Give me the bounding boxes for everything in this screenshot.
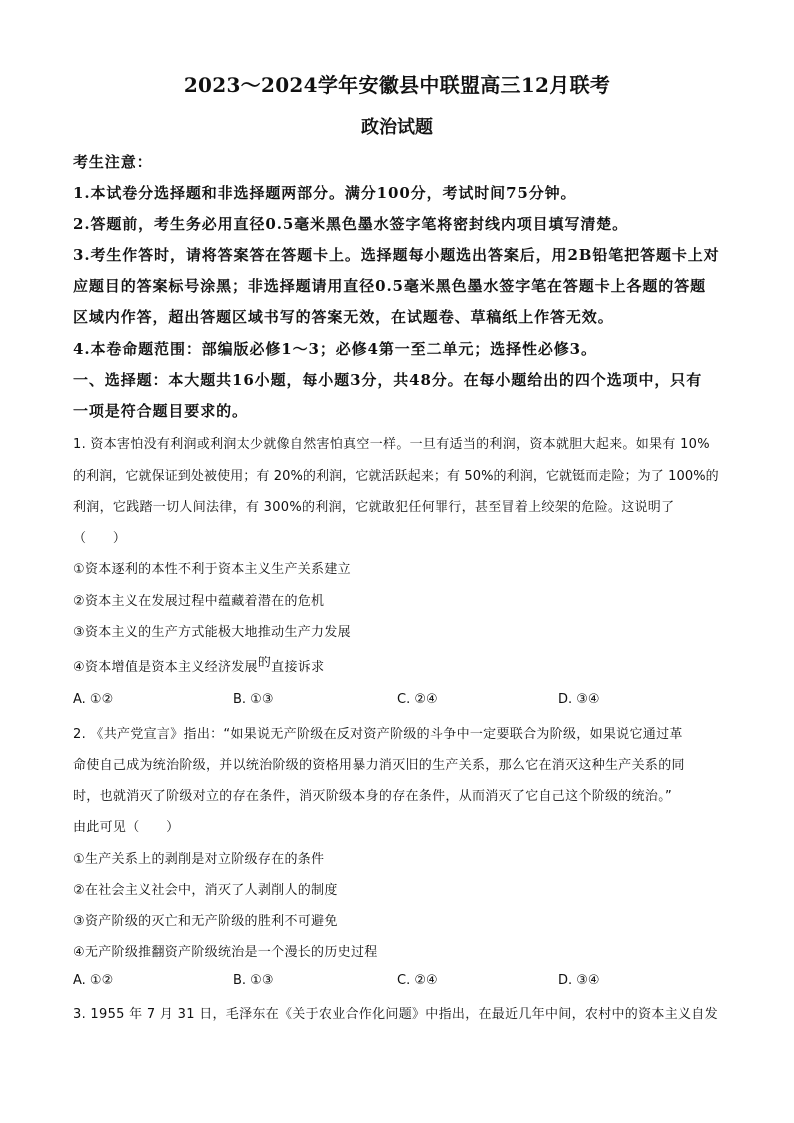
q1-option-d[interactable]: D. ③④: [558, 692, 600, 707]
notice-item-3-line-3: 区域内作答，超出答题区域书写的答案无效，在试题卷、草稿纸上作答无效。: [73, 308, 614, 326]
q1-option-a[interactable]: A. ①②: [73, 692, 114, 707]
q1-option-c[interactable]: C. ②④: [397, 692, 438, 707]
q3-stem-line-1: 3. 1955 年 7 月 31 日，毛泽东在《关于农业合作化问题》中指出，在最近几年中间，农村中的资本主义自发: [73, 1007, 718, 1022]
q1-stem-line-4: （ ）: [73, 531, 127, 546]
notice-item-3-line-2: 应题目的答案标号涂黑；非选择题请用直径0.5毫米黑色墨水签字笔在答题卡上各题的答题: [73, 277, 706, 295]
notice-item-2: 2.答题前，考生务必用直径0.5毫米黑色墨水签字笔将密封线内项目填写清楚。: [73, 215, 629, 233]
q1-statement-4-part-c: 直接诉求: [271, 660, 325, 675]
exam-subject: 政治试题: [361, 117, 433, 138]
q1-statement-3: ③资本主义的生产方式能极大地推动生产力发展: [73, 625, 351, 640]
q1-statement-4-part-a: ④资本增值是资本主义经济发展: [73, 660, 258, 675]
q1-option-b[interactable]: B. ①③: [233, 692, 274, 707]
q2-stem-line-3: 时，也就消灭了阶级对立的存在条件，消灭阶级本身的存在条件，从而消灭了它自己这个阶级的统治。”: [73, 789, 673, 804]
q1-stem-line-3: 利润，它践踏一切人间法律，有 300%的利润，它就敢犯任何罪行，甚至冒着上绞架的危险。这说明了: [73, 500, 675, 515]
notice-item-1: 1.本试卷分选择题和非选择题两部分。满分100分，考试时间75分钟。: [73, 184, 577, 202]
notice-heading: 考生注意：: [73, 153, 153, 171]
notice-item-4: 4.本卷命题范围：部编版必修1～3；必修4第一至二单元；选择性必修3。: [73, 340, 597, 358]
q1-statement-4-part-b: 的: [257, 656, 272, 670]
q2-stem-line-4: 由此可见（ ）: [73, 820, 180, 835]
q2-option-b[interactable]: B. ①③: [233, 973, 274, 988]
q2-stem-line-1: 2. 《共产党宣言》指出：“如果说无产阶级在反对资产阶级的斗争中一定要联合为阶级，如果说它通过革: [73, 727, 683, 742]
q2-statement-1: ①生产关系上的剥削是对立阶级存在的条件: [73, 852, 325, 867]
q2-option-a[interactable]: A. ①②: [73, 973, 114, 988]
q1-stem-line-1: 1. 资本害怕没有利润或利润太少就像自然害怕真空一样。一旦有适当的利润，资本就胆大起来。如果有 10%: [73, 437, 710, 452]
q2-option-c[interactable]: C. ②④: [397, 973, 438, 988]
q2-statement-2: ②在社会主义社会中，消灭了人剥削人的制度: [73, 883, 338, 898]
q1-stem-line-2: 的利润，它就保证到处被使用；有 20%的利润，它就活跃起来；有 50%的利润，它就铤而走险；为了 100%的: [73, 469, 719, 484]
q1-statement-1: ①资本逐利的本性不利于资本主义生产关系建立: [73, 562, 351, 577]
section-heading-line-2: 一项是符合题目要求的。: [73, 402, 248, 420]
notice-item-3-line-1: 3.考生作答时，请将答案答在答题卡上。选择题每小题选出答案后，用2B铅笔把答题卡上对: [73, 246, 720, 264]
q1-statement-4: [73, 656, 723, 675]
section-heading-line-1: 一、选择题：本大题共16小题，每小题3分，共48分。在每小题给出的四个选项中，只有: [73, 371, 703, 389]
q2-statement-4: ④无产阶级推翻资产阶级统治是一个漫长的历史过程: [73, 945, 378, 960]
q1-statement-2: ②资本主义在发展过程中蕴藏着潜在的危机: [73, 594, 325, 609]
q2-statement-3: ③资产阶级的灭亡和无产阶级的胜利不可避免: [73, 914, 338, 929]
q2-stem-line-2: 命使自己成为统治阶级，并以统治阶级的资格用暴力消灭旧的生产关系，那么它在消灭这种生产关系的同: [73, 758, 685, 773]
exam-title: 2023～2024学年安徽县中联盟高三12月联考: [183, 73, 611, 97]
q2-option-d[interactable]: D. ③④: [558, 973, 600, 988]
